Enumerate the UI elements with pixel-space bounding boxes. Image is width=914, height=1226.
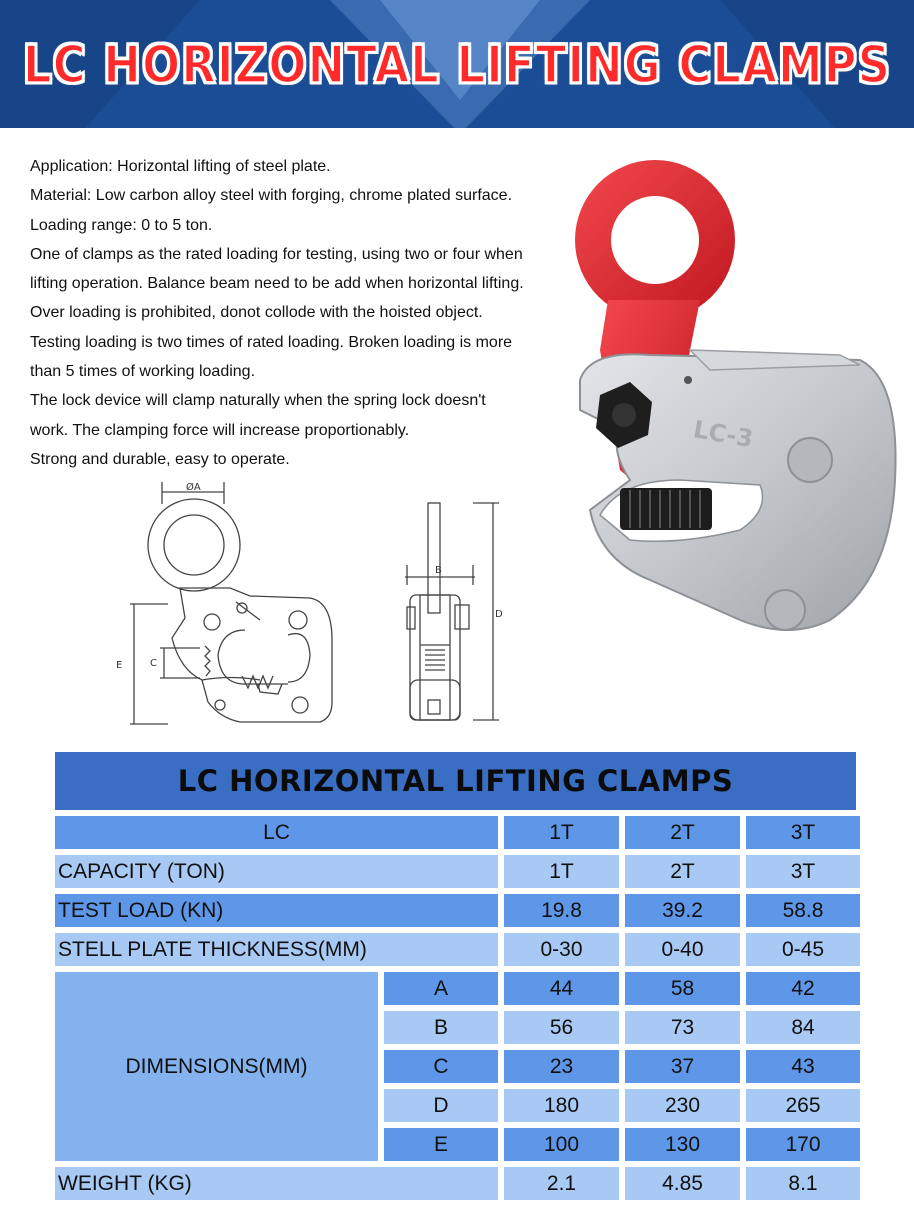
description-line: lifting operation. Balance beam need to be add when horizontal lifting. bbox=[30, 275, 524, 293]
front-view-drawing bbox=[110, 470, 340, 740]
description-line: than 5 times of working loading. bbox=[30, 363, 256, 381]
dimension-value: 37 bbox=[625, 1050, 740, 1083]
dimensions-label: DIMENSIONS(MM) bbox=[55, 972, 378, 1161]
dimension-key: B bbox=[384, 1011, 498, 1044]
weight-value: 8.1 bbox=[746, 1167, 860, 1200]
dimension-label-c: C bbox=[150, 658, 157, 669]
dimension-value: 73 bbox=[625, 1011, 740, 1044]
capacity-value: 2T bbox=[625, 855, 740, 888]
dimension-value: 100 bbox=[504, 1128, 619, 1161]
header-model: 2T bbox=[625, 816, 740, 849]
dimension-value: 23 bbox=[504, 1050, 619, 1083]
test-load-value: 39.2 bbox=[625, 894, 740, 927]
test-load-label: TEST LOAD (KN) bbox=[55, 894, 498, 927]
capacity-label: CAPACITY (TON) bbox=[55, 855, 498, 888]
thickness-value: 0-45 bbox=[746, 933, 860, 966]
dimension-label-a: ØA bbox=[186, 482, 201, 493]
dimension-value: 170 bbox=[746, 1128, 860, 1161]
thickness-value: 0-30 bbox=[504, 933, 619, 966]
description-line: One of clamps as the rated loading for testing, using two or four when bbox=[30, 245, 523, 263]
dimension-label-b: B bbox=[435, 565, 442, 576]
test-load-value: 58.8 bbox=[746, 894, 860, 927]
weight-value: 4.85 bbox=[625, 1167, 740, 1200]
description-line: Loading range: 0 to 5 ton. bbox=[30, 216, 213, 234]
description-line: Testing loading is two times of rated loading. Broken loading is more bbox=[30, 333, 513, 351]
header-banner bbox=[0, 0, 914, 134]
header-model: 3T bbox=[746, 816, 860, 849]
description-line: work. The clamping force will increase proportionably. bbox=[30, 421, 410, 439]
dimension-key: D bbox=[384, 1089, 498, 1122]
dimension-value: 230 bbox=[625, 1089, 740, 1122]
thickness-value: 0-40 bbox=[625, 933, 740, 966]
description-line: Over loading is prohibited, donot collode with the hoisted object. bbox=[30, 304, 483, 322]
dimension-value: 84 bbox=[746, 1011, 860, 1044]
capacity-value: 3T bbox=[746, 855, 860, 888]
dimension-key: C bbox=[384, 1050, 498, 1083]
side-view-drawing bbox=[395, 495, 505, 740]
dimension-value: 265 bbox=[746, 1089, 860, 1122]
dimension-key: A bbox=[384, 972, 498, 1005]
test-load-value: 19.8 bbox=[504, 894, 619, 927]
table-title: LC HORIZONTAL LIFTING CLAMPS bbox=[55, 752, 856, 810]
dimension-label-d: D bbox=[495, 609, 503, 620]
dimension-value: 44 bbox=[504, 972, 619, 1005]
dimension-label-e: E bbox=[116, 660, 123, 671]
description-line: Material: Low carbon alloy steel with forging, chrome plated surface. bbox=[30, 187, 513, 205]
dimension-value: 130 bbox=[625, 1128, 740, 1161]
dimension-value: 43 bbox=[746, 1050, 860, 1083]
header-model: 1T bbox=[504, 816, 619, 849]
dimension-value: 56 bbox=[504, 1011, 619, 1044]
product-description bbox=[30, 152, 570, 474]
capacity-value: 1T bbox=[504, 855, 619, 888]
thickness-label: STELL PLATE THICKNESS(MM) bbox=[55, 933, 498, 966]
dimension-key: E bbox=[384, 1128, 498, 1161]
weight-value: 2.1 bbox=[504, 1167, 619, 1200]
header-label: LC bbox=[55, 816, 498, 849]
description-line: Application: Horizontal lifting of steel plate. bbox=[30, 158, 331, 175]
dimension-value: 58 bbox=[625, 972, 740, 1005]
clamp-marking: LC-3 bbox=[691, 415, 756, 454]
product-photo bbox=[560, 150, 910, 650]
description-line: Strong and durable, easy to operate. bbox=[30, 450, 290, 468]
weight-label: WEIGHT (KG) bbox=[55, 1167, 498, 1200]
description-line: The lock device will clamp naturally when the spring lock doesn't bbox=[30, 392, 486, 410]
spec-table bbox=[55, 752, 856, 1200]
dimension-value: 42 bbox=[746, 972, 860, 1005]
page-title: LC HORIZONTAL LIFTING CLAMPS bbox=[22, 34, 892, 95]
dimension-value: 180 bbox=[504, 1089, 619, 1122]
